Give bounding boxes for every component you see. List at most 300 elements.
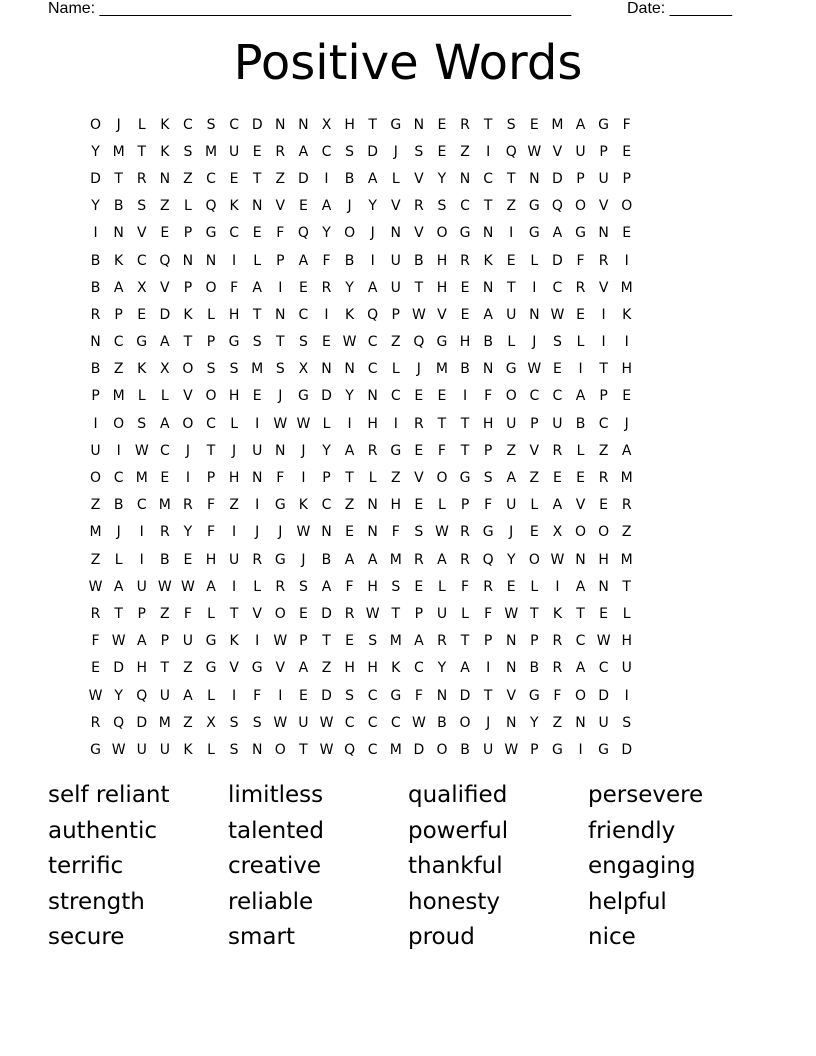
grid-letter: I (185, 470, 190, 487)
word-search-grid (84, 111, 732, 764)
grid-letter: D (90, 170, 101, 187)
grid-letter: I (255, 415, 260, 432)
grid-letter: C (321, 497, 332, 514)
grid-row (84, 220, 732, 247)
grid-letter: L (461, 605, 469, 622)
grid-letter: C (229, 116, 239, 133)
grid-letter: F (484, 605, 493, 622)
name-field-label: Name: _____________________________________________________ (48, 0, 572, 17)
grid-row (84, 329, 732, 356)
grid-letter: F (484, 497, 493, 514)
grid-letter: P (160, 633, 170, 650)
word-bank-item: persevere (588, 782, 704, 808)
grid-letter: M (389, 633, 402, 650)
grid-letter: K (183, 306, 193, 323)
grid-letter: O (459, 714, 471, 731)
grid-letter: W (181, 578, 195, 595)
grid-letter: G (136, 334, 148, 351)
grid-letter: A (460, 660, 470, 677)
grid-letter: H (136, 660, 147, 677)
grid-letter: E (529, 524, 539, 541)
grid-letter: I (278, 687, 283, 704)
grid-letter: Y (506, 551, 516, 568)
grid-letter: B (460, 361, 470, 378)
grid-letter: U (136, 741, 147, 758)
grid-letter: W (550, 306, 565, 323)
grid-letter: C (344, 714, 355, 731)
grid-letter: F (276, 470, 285, 487)
grid-letter: W (134, 442, 149, 459)
grid-letter: T (368, 116, 377, 133)
grid-letter: R (344, 605, 355, 622)
grid-letter: U (506, 415, 517, 432)
grid-letter: O (528, 551, 540, 568)
grid-letter: C (367, 741, 378, 758)
grid-letter: G (528, 225, 540, 242)
grid-letter: P (414, 605, 424, 622)
grid-letter: E (414, 578, 424, 595)
grid-letter: R (460, 524, 470, 541)
grid-letter: T (483, 198, 493, 215)
grid-letter: I (624, 252, 629, 269)
grid-letter: B (344, 170, 355, 187)
grid-letter: R (575, 279, 586, 296)
grid-letter: T (622, 578, 631, 595)
grid-letter: Q (344, 741, 356, 758)
grid-letter: A (552, 497, 563, 514)
grid-letter: A (575, 660, 586, 677)
grid-letter: Z (229, 497, 239, 514)
grid-letter: P (206, 334, 216, 351)
grid-letter: E (137, 306, 147, 323)
grid-letter: O (274, 741, 286, 758)
grid-letter: S (483, 470, 493, 487)
grid-letter: C (367, 334, 378, 351)
grid-row (84, 301, 732, 328)
grid-letter: R (552, 442, 563, 459)
grid-letter: B (90, 361, 101, 378)
grid-letter: W (504, 741, 519, 758)
grid-letter: Z (529, 470, 540, 487)
grid-letter: T (483, 116, 493, 133)
grid-row (84, 437, 732, 464)
grid-letter: L (622, 605, 631, 622)
grid-letter: R (275, 578, 286, 595)
grid-letter: I (370, 252, 375, 269)
grid-letter: G (598, 741, 610, 758)
grid-letter: B (160, 551, 170, 568)
grid-row (84, 410, 732, 437)
grid-letter: O (436, 741, 448, 758)
grid-letter: E (506, 578, 516, 595)
grid-letter: V (598, 279, 609, 296)
grid-letter: O (598, 524, 610, 541)
grid-letter: O (90, 116, 102, 133)
grid-letter: B (113, 198, 124, 215)
grid-letter: T (114, 605, 123, 622)
grid-letter: N (482, 279, 494, 296)
grid-letter: H (205, 551, 217, 568)
grid-letter: M (204, 143, 218, 160)
grid-letter: V (390, 198, 401, 215)
grid-letter: K (160, 116, 170, 133)
grid-letter: L (530, 252, 539, 269)
grid-letter: R (460, 551, 470, 568)
grid-letter: C (229, 225, 239, 242)
grid-letter: X (160, 361, 170, 378)
grid-letter: A (183, 687, 193, 704)
grid-letter: G (274, 497, 286, 514)
grid-letter: I (462, 388, 468, 405)
grid-letter: R (552, 633, 563, 650)
grid-letter: N (344, 361, 355, 378)
grid-letter: V (437, 306, 447, 323)
grid-letter: S (252, 714, 262, 731)
grid-letter: E (322, 334, 331, 351)
grid-letter: G (90, 741, 101, 758)
grid-letter: B (483, 334, 493, 351)
grid-letter: I (232, 252, 237, 269)
grid-letter: X (298, 361, 309, 378)
grid-letter: L (507, 334, 516, 351)
grid-letter: Y (437, 170, 447, 187)
word-bank-item: smart (228, 924, 295, 951)
grid-letter: C (460, 198, 470, 215)
grid-letter: C (390, 714, 401, 731)
grid-letter: C (483, 170, 494, 187)
grid-letter: A (483, 306, 493, 323)
grid-letter: N (205, 252, 217, 269)
grid-letter: T (137, 143, 147, 160)
grid-letter: E (252, 388, 262, 405)
grid-letter: O (621, 198, 633, 215)
grid-letter: I (255, 497, 260, 514)
grid-letter: K (552, 605, 563, 622)
grid-letter: J (393, 143, 398, 160)
grid-letter: N (321, 361, 332, 378)
grid-letter: Y (437, 660, 447, 677)
grid-letter: O (113, 415, 125, 432)
grid-letter: S (183, 143, 193, 160)
grid-letter: H (367, 415, 378, 432)
grid-letter: I (578, 741, 583, 758)
grid-letter: P (137, 605, 146, 622)
grid-letter: U (90, 442, 101, 459)
grid-letter: A (344, 442, 355, 459)
grid-letter: U (182, 633, 194, 650)
grid-letter: F (345, 578, 354, 595)
word-bank-item: helpful (588, 888, 667, 915)
grid-letter: I (532, 279, 537, 296)
grid-letter: M (112, 388, 125, 405)
grid-letter: S (206, 116, 216, 133)
word-bank-item: creative (228, 853, 322, 880)
grid-letter: J (301, 551, 306, 568)
grid-letter: V (252, 605, 262, 622)
grid-letter: O (182, 361, 194, 378)
grid-letter: E (622, 143, 632, 160)
grid-letter: U (228, 551, 240, 568)
grid-letter: I (601, 334, 606, 351)
grid-letter: G (205, 225, 217, 242)
grid-letter: Y (91, 198, 100, 215)
grid-letter: Z (390, 334, 401, 351)
grid-letter: N (505, 714, 517, 731)
grid-row (84, 546, 732, 573)
grid-letter: V (414, 170, 424, 187)
grid-letter: W (88, 687, 103, 704)
grid-letter: N (275, 306, 286, 323)
page-title: Positive Words (233, 35, 583, 91)
grid-letter: Z (598, 442, 609, 459)
grid-letter: D (321, 605, 332, 622)
grid-letter: C (206, 415, 216, 432)
grid-letter: B (90, 252, 101, 269)
grid-letter: F (414, 687, 423, 704)
grid-letter: U (252, 442, 263, 459)
grid-letter: U (575, 143, 586, 160)
grid-row (84, 573, 732, 600)
grid-letter: R (598, 470, 609, 487)
grid-letter: N (598, 225, 609, 242)
grid-letter: E (506, 252, 516, 269)
grid-letter: C (298, 306, 309, 323)
grid-letter: N (482, 361, 494, 378)
grid-letter: G (274, 551, 286, 568)
grid-letter: Z (183, 714, 193, 731)
grid-letter: L (207, 306, 215, 323)
grid-letter: O (274, 605, 286, 622)
grid-letter: C (552, 388, 563, 405)
grid-letter: N (321, 524, 332, 541)
grid-letter: H (436, 252, 448, 269)
grid-letter: W (504, 605, 519, 622)
grid-letter: K (229, 633, 239, 650)
grid-letter: P (114, 306, 123, 323)
grid-letter: Z (344, 497, 355, 514)
grid-letter: P (530, 415, 539, 432)
grid-letter: L (576, 334, 585, 351)
grid-letter: S (345, 143, 355, 160)
grid-letter: A (621, 442, 632, 459)
grid-letter: H (228, 470, 240, 487)
grid-row (84, 138, 732, 165)
grid-letter: F (91, 633, 100, 650)
grid-letter: E (414, 497, 424, 514)
grid-letter: R (275, 143, 286, 160)
grid-letter: W (157, 578, 172, 595)
grid-letter: M (620, 551, 633, 568)
grid-letter: I (232, 578, 237, 595)
grid-letter: C (390, 388, 401, 405)
grid-letter: O (90, 470, 102, 487)
grid-letter: E (460, 279, 470, 296)
grid-letter: S (252, 334, 262, 351)
grid-letter: G (390, 687, 402, 704)
grid-letter: E (622, 388, 632, 405)
grid-letter: U (598, 170, 609, 187)
grid-letter: S (206, 361, 216, 378)
grid-letter: S (552, 334, 562, 351)
grid-letter: W (111, 741, 126, 758)
grid-letter: F (622, 116, 631, 133)
grid-letter: T (530, 605, 539, 622)
word-bank-item: qualified (408, 782, 508, 808)
grid-letter: A (321, 198, 332, 215)
word-bank-item: nice (588, 924, 636, 951)
grid-letter: J (116, 524, 121, 541)
grid-letter: L (114, 551, 123, 568)
grid-letter: A (575, 116, 586, 133)
grid-letter: L (253, 252, 262, 269)
grid-letter: E (552, 470, 562, 487)
grid-letter: N (413, 116, 425, 133)
grid-letter: G (297, 388, 309, 405)
grid-letter: L (137, 116, 146, 133)
grid-letter: M (112, 143, 125, 160)
grid-letter: Z (321, 660, 332, 677)
grid-letter: V (275, 198, 286, 215)
grid-letter: H (436, 279, 448, 296)
grid-letter: Y (91, 143, 100, 160)
grid-letter: K (622, 306, 632, 323)
grid-row (84, 655, 732, 682)
grid-letter: E (437, 143, 447, 160)
grid-letter: P (483, 442, 493, 459)
grid-letter: T (414, 279, 424, 296)
grid-letter: G (505, 361, 517, 378)
grid-letter: H (367, 660, 378, 677)
grid-letter: F (576, 252, 585, 269)
grid-letter: R (159, 524, 170, 541)
grid-letter: L (391, 361, 400, 378)
grid-letter: E (437, 116, 447, 133)
grid-letter: D (321, 388, 332, 405)
grid-letter: I (578, 361, 583, 378)
grid-letter: Z (506, 198, 517, 215)
grid-letter: Q (482, 551, 494, 568)
grid-letter: U (390, 279, 401, 296)
grid-letter: Z (390, 470, 401, 487)
grid-letter: S (229, 361, 239, 378)
grid-letter: I (93, 415, 98, 432)
grid-letter: W (319, 714, 334, 731)
grid-letter: F (276, 225, 285, 242)
grid-letter: V (275, 660, 286, 677)
grid-letter: E (298, 605, 308, 622)
grid-letter: B (529, 660, 540, 677)
grid-letter: G (528, 198, 540, 215)
grid-letter: E (298, 687, 308, 704)
grid-row (84, 111, 732, 138)
grid-letter: R (460, 116, 470, 133)
grid-letter: Z (506, 442, 517, 459)
grid-letter: N (505, 633, 517, 650)
grid-letter: N (90, 334, 101, 351)
grid-letter: A (552, 225, 563, 242)
grid-letter: R (460, 252, 470, 269)
grid-letter: A (298, 143, 309, 160)
grid-letter: V (575, 497, 586, 514)
grid-letter: W (273, 633, 288, 650)
grid-letter: E (160, 225, 170, 242)
grid-letter: F (322, 252, 331, 269)
grid-letter: N (575, 551, 586, 568)
grid-letter: I (139, 551, 144, 568)
grid-letter: C (183, 116, 193, 133)
grid-letter: I (232, 687, 237, 704)
grid-letter: E (345, 524, 354, 541)
grid-letter: A (298, 660, 309, 677)
grid-letter: T (460, 415, 470, 432)
grid-letter: C (136, 497, 147, 514)
grid-letter: N (182, 252, 194, 269)
grid-letter: S (345, 687, 355, 704)
word-bank-item: talented (228, 817, 324, 844)
grid-letter: V (598, 198, 609, 215)
grid-letter: T (506, 170, 516, 187)
grid-letter: O (505, 388, 517, 405)
word-bank-item: reliable (228, 888, 314, 915)
grid-letter: E (576, 470, 585, 487)
grid-letter: Y (114, 687, 123, 704)
grid-letter: S (137, 198, 147, 215)
grid-letter: L (530, 497, 539, 514)
grid-letter: W (88, 578, 103, 595)
grid-letter: B (90, 279, 101, 296)
grid-letter: W (273, 714, 288, 731)
word-bank-item: limitless (228, 782, 324, 808)
grid-letter: O (575, 198, 587, 215)
grid-row (84, 736, 732, 763)
grid-letter: T (252, 170, 262, 187)
grid-letter: M (158, 714, 171, 731)
grid-letter: N (575, 714, 586, 731)
grid-letter: W (527, 361, 542, 378)
grid-letter: I (624, 334, 629, 351)
word-bank-item: self reliant (48, 782, 170, 808)
grid-letter: L (438, 497, 446, 514)
grid-letter: P (599, 143, 608, 160)
grid-letter: I (601, 306, 606, 323)
word-bank-item: terrific (48, 853, 124, 880)
grid-letter: A (367, 279, 378, 296)
grid-letter: T (460, 442, 470, 459)
grid-letter: U (552, 415, 563, 432)
grid-letter: N (367, 388, 378, 405)
grid-letter: T (229, 605, 239, 622)
grid-letter: U (506, 306, 517, 323)
grid-letter: E (414, 442, 424, 459)
grid-letter: P (576, 170, 585, 187)
grid-letter: T (252, 306, 262, 323)
grid-letter: T (160, 660, 170, 677)
grid-letter: F (253, 687, 262, 704)
grid-letter: K (229, 198, 239, 215)
grid-letter: U (390, 252, 401, 269)
grid-letter: G (575, 225, 586, 242)
grid-letter: T (322, 633, 331, 650)
grid-letter: L (137, 388, 146, 405)
grid-letter: N (113, 225, 124, 242)
grid-letter: W (111, 633, 126, 650)
grid-letter: G (551, 741, 563, 758)
grid-letter: V (506, 687, 517, 704)
grid-letter: A (344, 551, 355, 568)
grid-letter: Y (530, 714, 539, 731)
grid-letter: N (367, 497, 378, 514)
grid-letter: K (183, 741, 193, 758)
